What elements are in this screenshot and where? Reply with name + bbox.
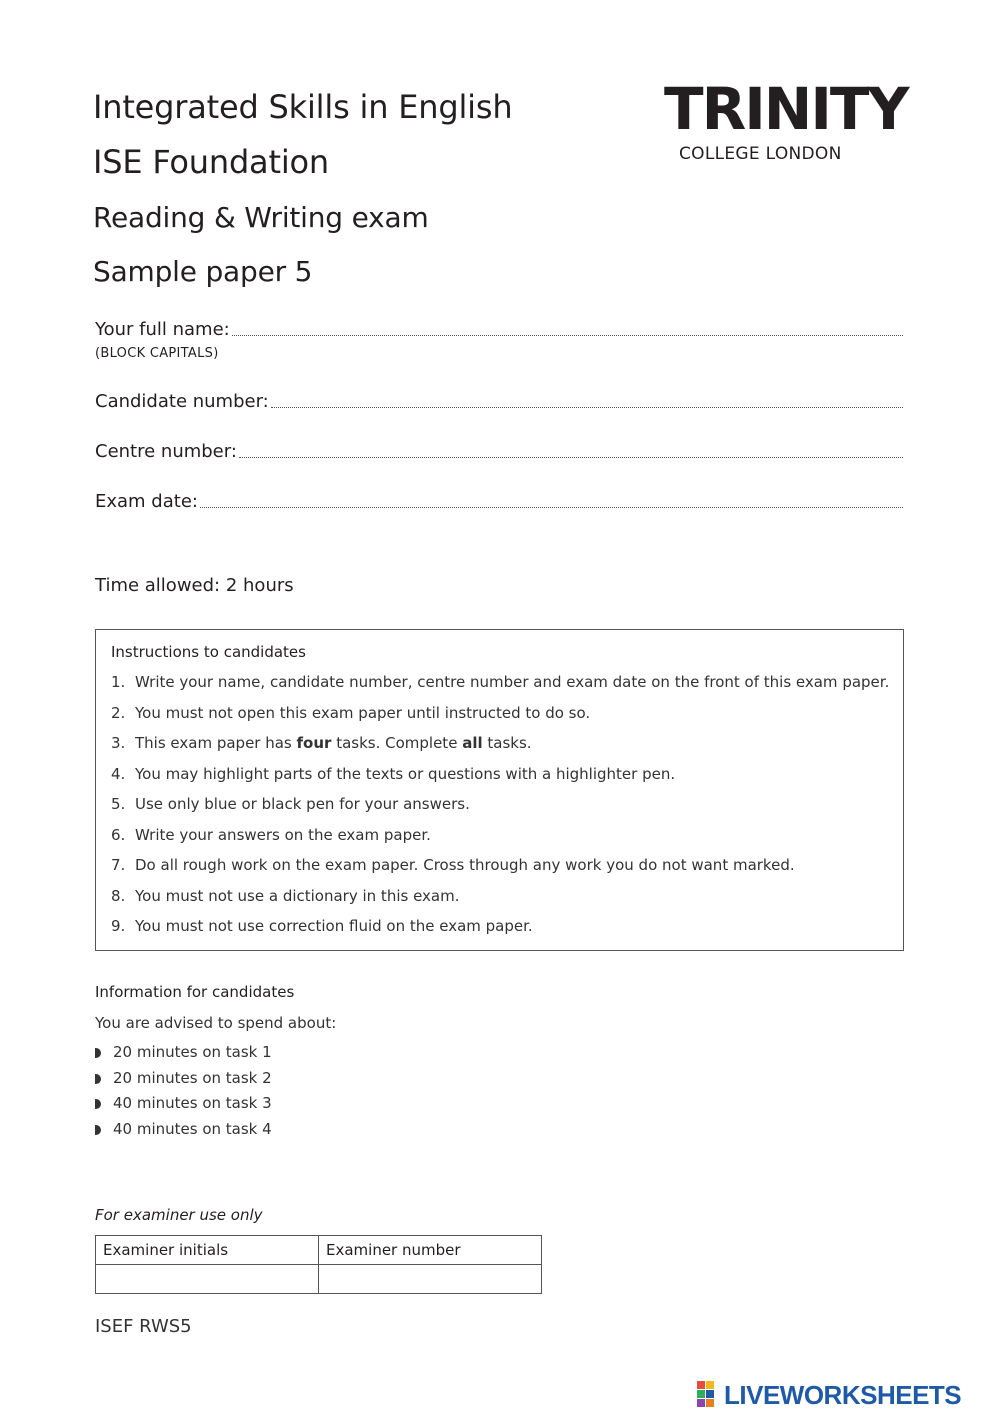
instruction-text: This exam paper has <box>135 734 297 752</box>
examiner-initials-cell[interactable] <box>96 1265 319 1294</box>
information-advice: You are advised to spend about: <box>95 1014 337 1032</box>
task-time-item <box>95 1094 272 1120</box>
centre-number-field[interactable] <box>95 441 903 462</box>
full-name-line[interactable] <box>232 334 903 336</box>
task-time-text: 20 minutes on task 2 <box>113 1068 272 1087</box>
instruction-item <box>111 704 889 735</box>
trinity-logo <box>664 75 908 168</box>
candidate-number-field[interactable] <box>95 391 903 412</box>
instructions-box <box>95 629 904 951</box>
instruction-number: 9. <box>111 917 126 935</box>
examiner-initials-header: Examiner initials <box>96 1236 319 1265</box>
task-time-list <box>95 1043 272 1146</box>
exam-date-line[interactable] <box>200 506 903 508</box>
examiner-table-header <box>96 1236 542 1265</box>
instruction-text: Use only blue or black pen for your answers. <box>135 795 470 813</box>
instruction-text: You may highlight parts of the texts or questions with a highlighter pen. <box>135 764 676 783</box>
bullet-icon <box>95 1048 101 1058</box>
examiner-table <box>95 1235 542 1294</box>
instruction-item <box>111 856 889 887</box>
instruction-number: 2. <box>111 703 126 722</box>
instruction-item <box>111 917 889 948</box>
trinity-logo-word: TRINITY <box>664 75 908 143</box>
centre-number-label: Centre number: <box>95 441 237 462</box>
instruction-text: tasks. <box>482 734 532 752</box>
centre-number-line[interactable] <box>239 456 903 458</box>
instructions-title: Instructions to candidates <box>111 643 306 661</box>
instruction-item <box>111 795 889 826</box>
liveworksheets-text: LIVEWORKSHEETS <box>724 1379 962 1410</box>
examiner-table-row <box>96 1265 542 1294</box>
instruction-text: tasks. Complete <box>331 734 463 752</box>
instruction-number: 7. <box>111 856 126 874</box>
instruction-emphasis: all <box>462 734 483 752</box>
time-allowed-label: Time allowed: <box>95 575 221 596</box>
time-allowed <box>95 575 294 596</box>
instruction-item <box>111 673 889 704</box>
candidate-number-label: Candidate number: <box>95 391 269 412</box>
block-capitals-note: (BLOCK CAPITALS) <box>95 346 219 361</box>
instruction-number: 6. <box>111 825 126 844</box>
exam-date-label: Exam date: <box>95 491 198 512</box>
information-title: Information for candidates <box>95 983 295 1001</box>
instruction-item <box>111 765 889 796</box>
exam-date-field[interactable] <box>95 491 903 512</box>
paper-code: ISEF RWS5 <box>95 1316 192 1337</box>
instruction-number: 1. <box>111 673 126 691</box>
instruction-text: You must not open this exam paper until instructed to do so. <box>135 703 591 722</box>
examiner-use-note: For examiner use only <box>95 1206 263 1224</box>
bullet-icon <box>95 1125 101 1135</box>
instruction-text: Write your answers on the exam paper. <box>135 825 431 844</box>
title-ise-foundation: ISE Foundation <box>93 143 329 181</box>
bullet-icon <box>95 1074 101 1084</box>
examiner-number-header: Examiner number <box>319 1236 542 1265</box>
task-time-item <box>95 1069 272 1095</box>
instruction-text: You must not use a dictionary in this exam. <box>135 886 460 905</box>
task-time-text: 40 minutes on task 4 <box>113 1120 272 1139</box>
bullet-icon <box>95 1099 101 1109</box>
instruction-number: 8. <box>111 886 126 905</box>
task-time-text: 20 minutes on task 1 <box>113 1043 272 1061</box>
instruction-item <box>111 734 889 765</box>
full-name-field[interactable] <box>95 319 903 340</box>
liveworksheets-watermark <box>697 1378 961 1412</box>
instruction-number: 3. <box>111 734 126 752</box>
task-time-text: 40 minutes on task 3 <box>113 1094 272 1113</box>
title-integrated-skills: Integrated Skills in English <box>93 88 513 126</box>
instruction-text: Write your name, candidate number, centre number and exam date on the front of this exam paper. <box>135 673 890 691</box>
full-name-label: Your full name: <box>95 319 230 340</box>
task-time-item <box>95 1120 272 1146</box>
trinity-logo-subtitle: COLLEGE LONDON <box>679 144 842 164</box>
candidate-number-line[interactable] <box>271 406 903 408</box>
task-time-item <box>95 1043 272 1069</box>
instruction-number: 4. <box>111 764 126 783</box>
instruction-emphasis: four <box>296 734 332 752</box>
title-sample-paper: Sample paper 5 <box>93 255 313 288</box>
liveworksheets-logo-icon <box>697 1381 721 1409</box>
instruction-item <box>111 826 889 857</box>
title-reading-writing: Reading & Writing exam <box>93 201 429 234</box>
instruction-text: Do all rough work on the exam paper. Cross through any work you do not want marked. <box>135 856 795 874</box>
instruction-text: You must not use correction fluid on the exam paper. <box>135 917 533 935</box>
examiner-number-cell[interactable] <box>319 1265 542 1294</box>
time-allowed-value: 2 hours <box>225 575 294 596</box>
instruction-item <box>111 887 889 918</box>
instructions-list <box>111 673 889 948</box>
instruction-number: 5. <box>111 795 126 813</box>
